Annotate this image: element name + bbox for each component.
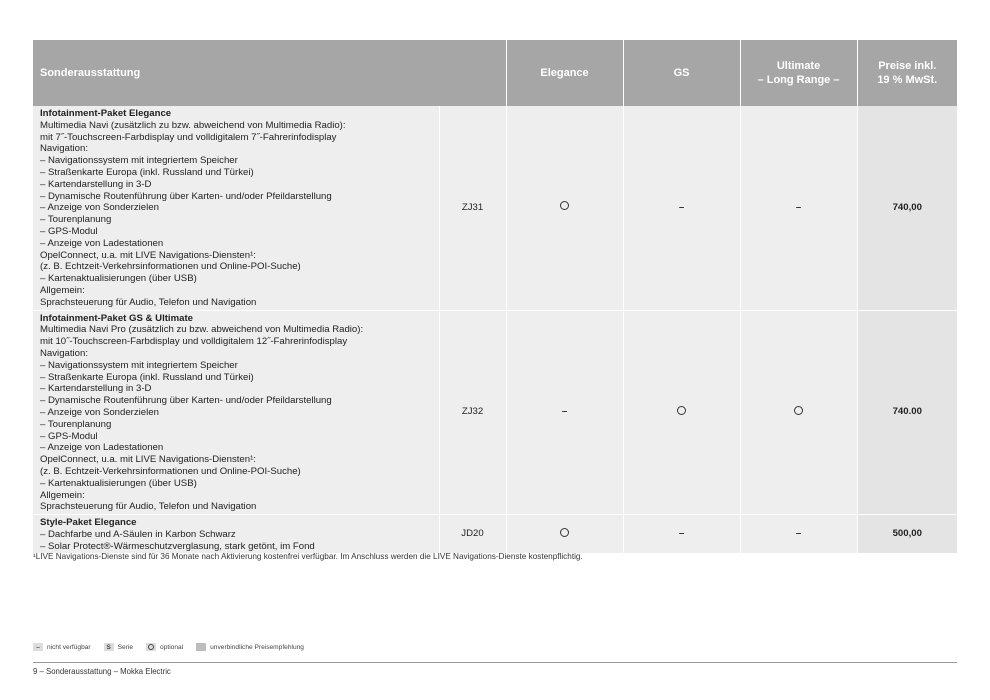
availability-elegance [506, 106, 623, 310]
package-description [33, 515, 439, 554]
availability-gs [623, 310, 740, 515]
header-feature: Sonderausstattung [33, 40, 506, 106]
footer-divider [33, 662, 957, 663]
price: 740.00 [857, 310, 957, 515]
legend-label-price-recommendation: unverbindliche Preisempfehlung [210, 643, 304, 651]
package-feature-line: Sprachsteuerung für Audio, Telefon und Navigation [40, 501, 257, 513]
optional-circle-icon [560, 528, 569, 537]
header-price-line2: 19 % MwSt. [877, 74, 938, 86]
availability-gs [623, 106, 740, 310]
package-feature-line: – Anzeige von Sonderzielen [40, 406, 159, 418]
not-available-dash: – [678, 201, 685, 213]
package-description [33, 106, 439, 310]
package-title: Infotainment-Paket GS & Ultimate [40, 312, 193, 324]
table-row [33, 106, 957, 310]
price: 740,00 [857, 106, 957, 310]
circle-icon [146, 643, 156, 651]
availability-ultimate [740, 106, 857, 310]
not-available-dash: – [795, 528, 802, 540]
header-ultimate-line2: – Long Range – [757, 74, 840, 86]
dash-icon: – [33, 643, 43, 651]
package-feature-line: – Tourenplanung [40, 214, 112, 226]
header-ultimate [740, 40, 857, 106]
package-feature-line: Navigation: [40, 347, 88, 359]
package-feature-line: Multimedia Navi (zusätzlich zu bzw. abweichend von Multimedia Radio): [40, 119, 346, 131]
package-feature-line: – GPS-Modul [40, 225, 98, 237]
package-feature-line: – Dynamische Routenführung über Karten- und/oder Pfeildarstellung [40, 395, 332, 407]
legend-item-not-available [33, 643, 91, 651]
package-feature-line: – GPS-Modul [40, 430, 98, 442]
package-feature-line: – Navigationssystem mit integriertem Speicher [40, 359, 238, 371]
page-footer: 9 – Sonderausstattung – Mokka Electric [33, 667, 171, 676]
package-feature-line: – Dynamische Routenführung über Karten- und/oder Pfeildarstellung [40, 190, 332, 202]
legend [33, 643, 317, 651]
package-feature-line: Navigation: [40, 143, 88, 155]
package-feature-line: (z. B. Echtzeit-Verkehrsinformationen und Online-POI-Suche) [40, 465, 301, 477]
series-icon: S [104, 643, 114, 651]
legend-label-optional: optional [160, 643, 184, 651]
option-code: ZJ32 [439, 310, 506, 515]
availability-elegance [506, 515, 623, 554]
availability-ultimate [740, 515, 857, 554]
legend-item-optional [146, 643, 183, 651]
package-feature-line: mit 10˝-Touchscreen-Farbdisplay und volldigitalem 12˝-Fahrerinfodisplay [40, 336, 348, 348]
legend-label-not-available: nicht verfügbar [47, 643, 91, 651]
package-feature-line: – Straßenkarte Europa (inkl. Russland und Türkei) [40, 166, 254, 178]
package-feature-line: Multimedia Navi Pro (zusätzlich zu bzw. abweichend von Multimedia Radio): [40, 324, 364, 336]
header-ultimate-line1: Ultimate [776, 60, 821, 72]
package-feature-line: – Kartendarstellung in 3-D [40, 383, 152, 395]
package-feature-line: Allgemein: [40, 489, 85, 501]
header-gs: GS [623, 40, 740, 106]
header-elegance: Elegance [506, 40, 623, 106]
package-feature-line: – Dachfarbe und A-Säulen in Karbon Schwarz [40, 528, 236, 540]
legend-item-price-recommendation [196, 643, 304, 651]
availability-gs [623, 515, 740, 554]
footnote: ¹LIVE Navigations-Dienste sind für 36 Monate nach Aktivierung kostenfrei verfügbar. Im Anschluss werden die LIVE Navigations-Dienste kostenpflichtig. [33, 552, 583, 561]
package-feature-line: – Anzeige von Sonderzielen [40, 202, 159, 214]
package-feature-line: – Kartenaktualisierungen (über USB) [40, 273, 197, 285]
optional-circle-icon [677, 406, 686, 415]
package-feature-line: – Kartenaktualisierungen (über USB) [40, 477, 197, 489]
package-feature-line: – Solar Protect®-Wärmeschutzverglasung, stark getönt, im Fond [40, 540, 315, 552]
options-table [33, 40, 957, 554]
package-feature-line: OpelConnect, u.a. mit LIVE Navigations-Diensten¹: [40, 249, 256, 261]
package-title: Style-Paket Elegance [40, 517, 137, 529]
header-price-line1: Preise inkl. [878, 60, 937, 72]
package-feature-line: Allgemein: [40, 284, 85, 296]
header-price [857, 40, 957, 106]
table-row [33, 515, 957, 554]
option-code: JD20 [439, 515, 506, 554]
option-code: ZJ31 [439, 106, 506, 310]
legend-label-series: Serie [117, 643, 134, 651]
package-feature-line: mit 7˝-Touchscreen-Farbdisplay und volldigitalem 7˝-Fahrerinfodisplay [40, 131, 337, 143]
optional-circle-icon [794, 406, 803, 415]
package-feature-line: – Anzeige von Ladestationen [40, 237, 164, 249]
package-description [33, 310, 439, 515]
not-available-dash: – [678, 528, 685, 540]
price: 500,00 [857, 515, 957, 554]
package-feature-line: – Navigationssystem mit integriertem Speicher [40, 155, 238, 167]
not-available-dash: – [795, 201, 802, 213]
table-body [33, 106, 957, 554]
availability-ultimate [740, 310, 857, 515]
not-available-dash: – [561, 406, 568, 418]
legend-item-series [104, 643, 133, 651]
table-header-row [33, 40, 957, 106]
package-feature-line: – Straßenkarte Europa (inkl. Russland und Türkei) [40, 371, 254, 383]
package-feature-line: OpelConnect, u.a. mit LIVE Navigations-Diensten¹: [40, 454, 256, 466]
package-feature-line: – Anzeige von Ladestationen [40, 442, 164, 454]
package-feature-line: – Tourenplanung [40, 418, 112, 430]
package-feature-line: – Kartendarstellung in 3-D [40, 178, 152, 190]
availability-elegance [506, 310, 623, 515]
package-feature-line: Sprachsteuerung für Audio, Telefon und Navigation [40, 296, 257, 308]
package-title: Infotainment-Paket Elegance [40, 108, 172, 119]
table-row [33, 310, 957, 515]
optional-circle-icon [560, 201, 569, 210]
grey-square-icon [196, 643, 206, 651]
package-feature-line: (z. B. Echtzeit-Verkehrsinformationen und Online-POI-Suche) [40, 261, 301, 273]
